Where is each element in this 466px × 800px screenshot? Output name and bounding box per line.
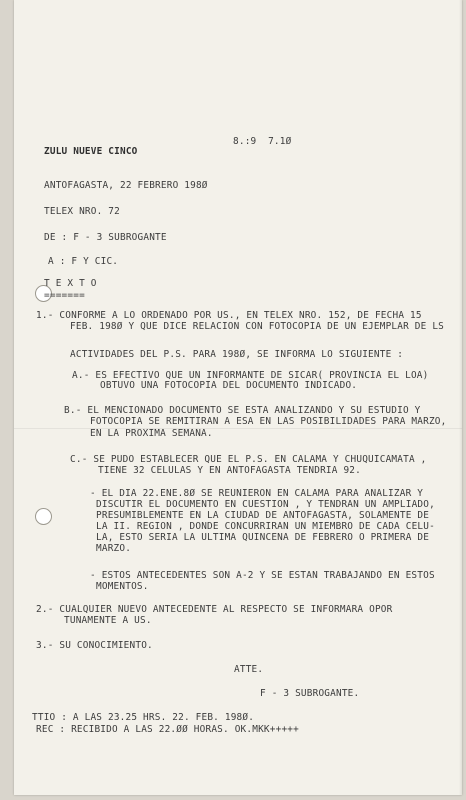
heading-underline: =======: [44, 290, 85, 301]
item-a-line: OBTUVO UNA FOTOCOPIA DEL DOCUMENTO INDICADO.: [100, 380, 358, 391]
item-1-line: 1.- CONFORME A LO ORDENADO POR US., EN TELEX NRO. 152, DE FECHA 15: [36, 310, 422, 321]
item-c-line: C.- SE PUDO ESTABLECER QUE EL P.S. EN CALAMA Y CHUQUICAMATA ,: [70, 454, 427, 465]
item-1-line: FEB. 198Ø Y QUE DICE RELACION CON FOTOCOPIA DE UN EJEMPLAR DE LS: [70, 321, 445, 332]
item-1-line: ACTIVIDADES DEL P.S. PARA 198Ø, SE INFORMA LO SIGUIENTE :: [70, 349, 404, 360]
signer: F - 3 SUBROGANTE.: [260, 688, 360, 699]
detail-1-line: LA, ESTO SERIA LA ULTIMA QUINCENA DE FEBRERO O PRIMERA DE: [96, 532, 430, 543]
place-date: ANTOFAGASTA, 22 FEBRERO 198Ø: [44, 180, 208, 191]
item-3-line: 3.- SU CONOCIMIENTO.: [36, 640, 153, 651]
item-b-line: EN LA PROXIMA SEMANA.: [90, 428, 213, 439]
paper-edge-shadow: [459, 0, 462, 795]
rec-line: REC : RECIBIDO A LAS 22.ØØ HORAS. OK.MKK+++++: [36, 724, 299, 735]
item-b-line: B.- EL MENCIONADO DOCUMENTO SE ESTA ANALIZANDO Y SU ESTUDIO Y: [64, 405, 421, 416]
item-a-line: A.- ES EFECTIVO QUE UN INFORMANTE DE SICAR( PROVINCIA EL LOA): [72, 370, 429, 381]
closing-atte: ATTE.: [234, 664, 264, 675]
detail-1-line: DISCUTIR EL DOCUMENTO EN CUESTION , Y TENDRAN UN AMPLIADO,: [96, 499, 435, 510]
detail-1-line: PRESUMIBLEMENTE EN LA CIUDAD DE ANTOFAGASTA, SOLAMENTE DE: [96, 510, 430, 521]
telex-number: TELEX NRO. 72: [44, 206, 120, 217]
section-heading: T E X T O: [44, 278, 97, 289]
detail-1-line: MARZO.: [96, 543, 132, 554]
item-c-line: TIENE 32 CELULAS Y EN ANTOFAGASTA TENDRIA 92.: [98, 465, 361, 476]
document-page: [14, 0, 462, 795]
detail-1-line: LA II. REGION , DONDE CONCURRIRAN UN MIEMBRO DE CADA CELU-: [96, 521, 435, 532]
detail-2-line: - ESTOS ANTECEDENTES SON A-2 Y SE ESTAN TRABAJANDO EN ESTOS: [90, 570, 435, 581]
to-line: A : F Y CIC.: [48, 256, 119, 267]
detail-1-line: - EL DIA 22.ENE.8Ø SE REUNIERON EN CALAMA PARA ANALIZAR Y: [90, 488, 424, 499]
from-line: DE : F - 3 SUBROGANTE: [44, 232, 167, 243]
time-stamp: 8.:9 7.1Ø: [233, 136, 292, 147]
item-2-line: TUNAMENTE A US.: [64, 615, 152, 626]
ttio-line: TTIO : A LAS 23.25 HRS. 22. FEB. 198Ø.: [32, 712, 255, 723]
item-b-line: FOTOCOPIA SE REMITIRAN A ESA EN LAS POSIBILIDADES PARA MARZO,: [90, 416, 447, 427]
detail-2-line: MOMENTOS.: [96, 581, 149, 592]
punch-hole: [35, 508, 52, 525]
document-title: ZULU NUEVE CINCO: [44, 146, 138, 157]
item-2-line: 2.- CUALQUIER NUEVO ANTECEDENTE AL RESPECTO SE INFORMARA OPOR: [36, 604, 393, 615]
